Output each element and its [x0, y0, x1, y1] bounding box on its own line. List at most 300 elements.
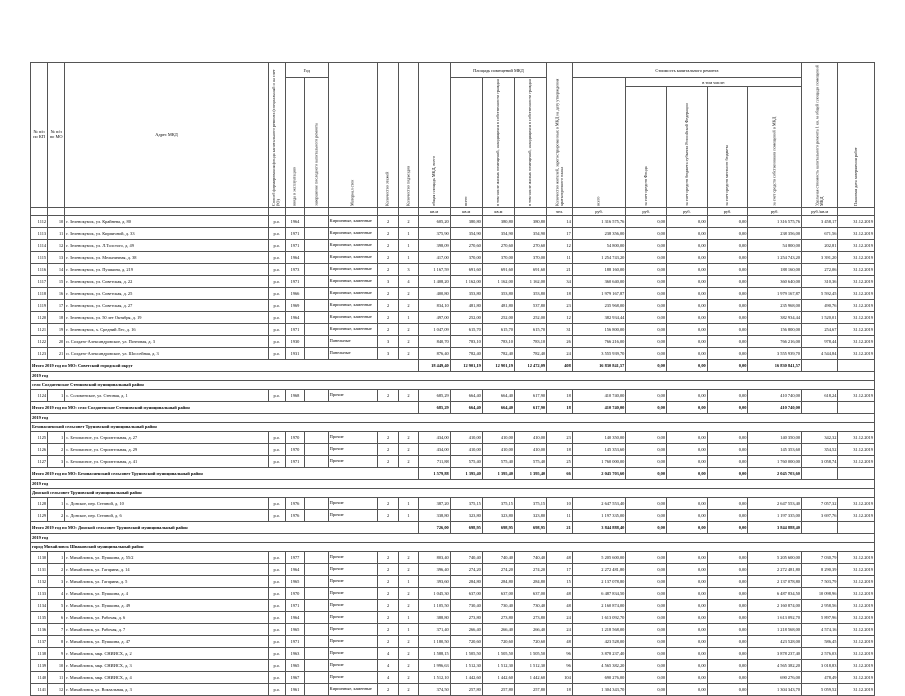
total-cell: 0,00 [626, 521, 667, 533]
row-unit-cost: 5 592,45 [802, 287, 838, 299]
row-cost-local: 0,00 [707, 239, 748, 251]
row-last-repair [305, 347, 329, 359]
row-area-residential: 370,00 [482, 251, 514, 263]
row-cost-fund: 0,00 [626, 251, 667, 263]
row-cost-fund: 0,00 [626, 509, 667, 521]
row-cost-local: 0,00 [707, 215, 748, 227]
row-year: 1966 [285, 287, 304, 299]
row-mo: 13 [48, 251, 65, 263]
row-residents: 48 [547, 551, 573, 563]
table-row [31, 227, 875, 239]
row-cost-federal: 0,00 [667, 575, 708, 587]
row-total-area: 1 996,63 [418, 659, 450, 671]
row-cost-federal: 0,00 [667, 239, 708, 251]
row-wall-material: Кирпичные, каменные [328, 227, 377, 239]
row-cost-local: 0,00 [707, 323, 748, 335]
row-area-residential: 273,80 [482, 611, 514, 623]
section-label: Донской сельсовет Труновский муниципальный район [31, 488, 875, 497]
row-entrances: 1 [399, 239, 418, 251]
row-wall-material: Прочие [328, 587, 377, 599]
row-area-total: 273,80 [450, 611, 482, 623]
row-address: г. Зеленокумск, ул. Кирпичной, д. 33 [65, 227, 268, 239]
row-mo: 5 [48, 599, 65, 611]
row-last-repair [305, 443, 329, 455]
row-entrances: 2 [399, 599, 418, 611]
row-wall-material: Кирпичные, каменные [328, 251, 377, 263]
row-address: г. Михайловск, мкр. СНИИСХ, д. 4 [65, 671, 268, 683]
row-last-repair [305, 323, 329, 335]
row-area-private: 270,60 [514, 239, 546, 251]
row-cost-local: 0,00 [707, 623, 748, 635]
row-cost-total: 3 555 939,70 [572, 347, 626, 359]
row-year: 1965 [285, 623, 304, 635]
row-area-private: 410,00 [514, 431, 546, 443]
row-entrances: 3 [399, 263, 418, 275]
row-kp: 1134 [31, 599, 48, 611]
row-cost-local: 0,00 [707, 431, 748, 443]
row-year: 1961 [285, 683, 304, 695]
table-row [31, 683, 875, 695]
row-cost-federal: 0,00 [667, 431, 708, 443]
total-cell: 698,95 [482, 521, 514, 533]
row-floors: 2 [377, 575, 398, 587]
row-cost-owners: 1 254 743,20 [748, 251, 802, 263]
row-kp: 1112 [31, 215, 48, 227]
row-unit-cost: 490,76 [802, 299, 838, 311]
row-cost-owners: 1 613 092,70 [748, 611, 802, 623]
row-residents: 18 [547, 443, 573, 455]
row-area-private: 720,60 [514, 635, 546, 647]
total-cell: 2 045 703,60 [572, 467, 626, 479]
row-year: 1964 [285, 251, 304, 263]
row-unit-cost: 354,52 [802, 443, 838, 455]
row-year: 1971 [285, 227, 304, 239]
row-mo: 7 [48, 623, 65, 635]
row-kp: 1126 [31, 443, 48, 455]
row-year: 1964 [285, 215, 304, 227]
row-cost-local: 0,00 [707, 563, 748, 575]
row-cost-federal: 0,00 [667, 263, 708, 275]
row-address: г. Михайловск, ул. Пушкина, д. 47 [65, 635, 268, 647]
row-entrances: 2 [399, 323, 418, 335]
row-cost-fund: 0,00 [626, 575, 667, 587]
row-deadline: 31.12.2019 [838, 623, 875, 635]
row-deadline: 31.12.2019 [838, 635, 875, 647]
row-fund-method: р.о. [268, 683, 285, 695]
row-address: г. Михайловск, ул. Пушкина, д. 4 [65, 587, 268, 599]
row-mo: 11 [48, 671, 65, 683]
row-mo: 17 [48, 299, 65, 311]
row-cost-local: 0,00 [707, 263, 748, 275]
total-cell [802, 359, 838, 371]
row-cost-fund: 0,00 [626, 431, 667, 443]
row-wall-material: Панельные [328, 347, 377, 359]
row-cost-total: 1 304 343,70 [572, 683, 626, 695]
row-last-repair [305, 563, 329, 575]
row-cost-local: 0,00 [707, 659, 748, 671]
row-unit-cost: 7 057,32 [802, 497, 838, 509]
row-area-residential: 691,60 [482, 263, 514, 275]
row-area-residential: 664,40 [482, 389, 514, 401]
row-year: 1970 [285, 443, 304, 455]
row-area-private: 284,80 [514, 575, 546, 587]
row-mo: 1 [48, 497, 65, 509]
row-cost-owners: 140 350,00 [748, 431, 802, 443]
row-cost-total: 5 205 600,00 [572, 551, 626, 563]
row-mo: 20 [48, 335, 65, 347]
row-last-repair [305, 431, 329, 443]
row-unit-cost: 310,36 [802, 275, 838, 287]
row-residents: 12 [547, 239, 573, 251]
row-wall-material: Прочие [328, 623, 377, 635]
row-cost-owners: 2 647 553,40 [748, 497, 802, 509]
row-residents: 34 [547, 275, 573, 287]
row-cost-total: 145 353,60 [572, 443, 626, 455]
row-last-repair [305, 389, 329, 401]
row-floors: 2 [377, 215, 398, 227]
row-residents: 31 [547, 323, 573, 335]
total-cell: 0,00 [707, 467, 748, 479]
col-area-group: Площадь помещений МКД [450, 63, 546, 78]
row-cost-total: 360 640,00 [572, 275, 626, 287]
row-deadline: 31.12.2019 [838, 215, 875, 227]
row-year: 1971 [285, 275, 304, 287]
table-row [31, 551, 875, 563]
row-wall-material: Прочие [328, 443, 377, 455]
total-cell: 1 395,40 [482, 467, 514, 479]
row-area-residential: 284,80 [482, 575, 514, 587]
row-area-residential: 637,00 [482, 587, 514, 599]
row-total-area: 834,10 [418, 299, 450, 311]
row-area-total: 1 505,50 [450, 647, 482, 659]
row-total-area: 685,29 [418, 389, 450, 401]
row-last-repair [305, 227, 329, 239]
row-area-residential: 782,40 [482, 347, 514, 359]
row-cost-owners: 3 555 939,70 [748, 347, 802, 359]
row-unit-cost: 3 391,20 [802, 251, 838, 263]
table-row [31, 587, 875, 599]
row-cost-fund: 0,00 [626, 599, 667, 611]
row-cost-owners: 235 968,00 [748, 299, 802, 311]
row-floors: 2 [377, 623, 398, 635]
row-total-area: 371,40 [418, 623, 450, 635]
row-cost-federal: 0,00 [667, 455, 708, 467]
row-entrances: 4 [399, 275, 418, 287]
row-area-total: 783,10 [450, 335, 482, 347]
row-cost-fund: 0,00 [626, 311, 667, 323]
row-mo: 21 [48, 347, 65, 359]
row-wall-material: Панельные [328, 335, 377, 347]
row-cost-fund: 0,00 [626, 635, 667, 647]
row-year: 1931 [285, 347, 304, 359]
row-kp: 1129 [31, 509, 48, 521]
row-entrances: 1 [399, 227, 418, 239]
row-deadline: 31.12.2019 [838, 599, 875, 611]
row-unit-cost: 10 098,96 [802, 587, 838, 599]
row-cost-local: 0,00 [707, 299, 748, 311]
row-mo: 19 [48, 323, 65, 335]
row-year: 1967 [285, 671, 304, 683]
total-cell: 0,00 [626, 359, 667, 371]
row-address: п. Солдато-Александровское, ул. Почтовая, д. 3 [65, 335, 268, 347]
row-last-repair [305, 335, 329, 347]
table-row [31, 263, 875, 275]
row-fund-method: р.о. [268, 239, 285, 251]
section-row [31, 542, 875, 551]
row-area-private: 252,00 [514, 311, 546, 323]
row-kp: 1140 [31, 671, 48, 683]
row-cost-owners: 54 800,00 [748, 239, 802, 251]
row-residents: 23 [547, 299, 573, 311]
row-total-area: 1 105,50 [418, 599, 450, 611]
row-year: 1963 [285, 647, 304, 659]
row-cost-fund: 0,00 [626, 227, 667, 239]
row-address: г. Зеленокумск, ул. Советская, д. 22 [65, 275, 268, 287]
row-wall-material: Кирпичные, каменные [328, 311, 377, 323]
row-fund-method: р.о. [268, 575, 285, 587]
row-area-total: 637,00 [450, 587, 482, 599]
total-cell: 12 472,09 [514, 359, 546, 371]
col-year-last-repair: завершение последнего капитального ремонта [305, 78, 329, 208]
row-total-area: 388,80 [418, 611, 450, 623]
row-area-private: 740,40 [514, 551, 546, 563]
row-unit-cost: 254,67 [802, 323, 838, 335]
row-residents: 48 [547, 599, 573, 611]
total-cell: 1 395,40 [450, 467, 482, 479]
row-cost-owners: 4 565 382,20 [748, 659, 802, 671]
row-kp: 1115 [31, 251, 48, 263]
total-cell: 0,00 [626, 401, 667, 413]
row-address: г. Зеленокумск, ул. Пушкина, д. 219 [65, 263, 268, 275]
row-cost-total: 1 979 167,87 [572, 287, 626, 299]
row-year: 1970 [285, 587, 304, 599]
row-floors: 2 [377, 563, 398, 575]
row-total-area: 375,90 [418, 227, 450, 239]
row-area-private: 782,40 [514, 347, 546, 359]
row-total-area: 1 167,59 [418, 263, 450, 275]
row-cost-total: 766 216,00 [572, 335, 626, 347]
row-last-repair [305, 659, 329, 671]
row-deadline: 31.12.2019 [838, 563, 875, 575]
row-area-total: 323,80 [450, 509, 482, 521]
row-floors: 2 [377, 251, 398, 263]
row-residents: 18 [547, 683, 573, 695]
row-fund-method: р.о. [268, 455, 285, 467]
row-cost-total: 2 647 553,40 [572, 497, 626, 509]
col-no-mo: № п/п по МО [48, 63, 65, 208]
row-area-total: 257,80 [450, 683, 482, 695]
total-cell: 617,90 [514, 401, 546, 413]
unit-cell: руб. [572, 207, 626, 215]
section-label: 2019 год [31, 533, 875, 542]
row-cost-owners: 188 160,00 [748, 263, 802, 275]
row-cost-federal: 0,00 [667, 563, 708, 575]
row-last-repair [305, 497, 329, 509]
total-row [31, 521, 875, 533]
row-cost-total: 238 356,00 [572, 227, 626, 239]
row-mo: 12 [48, 683, 65, 695]
col-cost-owners: за счет средств собственников помещений в МКД [748, 87, 802, 208]
row-cost-local: 0,00 [707, 635, 748, 647]
row-cost-federal: 0,00 [667, 623, 708, 635]
row-wall-material: Кирпичные, каменные [328, 287, 377, 299]
row-area-total: 730,40 [450, 599, 482, 611]
row-floors: 2 [377, 551, 398, 563]
section-row [31, 422, 875, 431]
row-fund-method: р.о. [268, 335, 285, 347]
row-cost-local: 0,00 [707, 287, 748, 299]
row-cost-fund: 0,00 [626, 239, 667, 251]
total-cell: 698,95 [450, 521, 482, 533]
row-kp: 1139 [31, 659, 48, 671]
row-area-total: 575,40 [450, 455, 482, 467]
row-wall-material: Прочие [328, 431, 377, 443]
row-address: г. Михайловск, ул. Гагарина, д. 5 [65, 575, 268, 587]
row-last-repair [305, 683, 329, 695]
col-cost-fund: за счет средств Фонда [626, 87, 667, 208]
row-deadline: 31.12.2019 [838, 587, 875, 599]
units-row [31, 207, 875, 215]
row-cost-total: 4 565 382,20 [572, 659, 626, 671]
row-kp: 1119 [31, 299, 48, 311]
row-cost-total: 54 800,00 [572, 239, 626, 251]
row-area-private: 730,40 [514, 599, 546, 611]
total-cell [802, 401, 838, 413]
row-wall-material: Кирпичные, каменные [328, 239, 377, 251]
total-cell: 12 901,19 [450, 359, 482, 371]
row-residents: 18 [547, 287, 573, 299]
row-year: 1977 [285, 551, 304, 563]
row-cost-local: 0,00 [707, 611, 748, 623]
row-floors: 2 [377, 311, 398, 323]
row-area-total: 720,60 [450, 635, 482, 647]
total-cell: 685,29 [418, 401, 450, 413]
row-cost-local: 0,00 [707, 575, 748, 587]
row-deadline: 31.12.2019 [838, 299, 875, 311]
row-cost-fund: 0,00 [626, 683, 667, 695]
row-cost-federal: 0,00 [667, 683, 708, 695]
row-area-residential: 720,60 [482, 635, 514, 647]
row-area-private: 273,80 [514, 611, 546, 623]
row-residents: 12 [547, 311, 573, 323]
row-cost-owners: 3 878 237,40 [748, 647, 802, 659]
row-cost-federal: 0,00 [667, 335, 708, 347]
row-year: 1971 [285, 239, 304, 251]
row-cost-owners: 156 800,00 [748, 323, 802, 335]
total-cell: 698,95 [514, 521, 546, 533]
row-unit-cost: 3 058,74 [802, 455, 838, 467]
col-no-kp: № п/п по КП [31, 63, 48, 208]
row-total-area: 387,20 [418, 497, 450, 509]
row-cost-federal: 0,00 [667, 275, 708, 287]
row-last-repair [305, 551, 329, 563]
row-wall-material: Прочие [328, 455, 377, 467]
section-row [31, 488, 875, 497]
row-mo: 10 [48, 659, 65, 671]
row-cost-federal: 0,00 [667, 611, 708, 623]
row-cost-fund: 0,00 [626, 563, 667, 575]
row-area-private: 691,60 [514, 263, 546, 275]
unit-cell: кв.м [418, 207, 450, 215]
total-cell: 0,00 [667, 401, 708, 413]
row-cost-fund: 0,00 [626, 323, 667, 335]
table-body [31, 215, 875, 695]
total-cell: 0,00 [707, 359, 748, 371]
row-area-residential: 1 505,50 [482, 647, 514, 659]
row-wall-material: Прочие [328, 551, 377, 563]
row-cost-fund: 0,00 [626, 623, 667, 635]
row-floors: 2 [377, 683, 398, 695]
row-total-area: 497,00 [418, 311, 450, 323]
row-cost-total: 1 613 092,70 [572, 611, 626, 623]
total-cell: 0,00 [707, 521, 748, 533]
row-residents: 11 [547, 251, 573, 263]
col-cost-group: Стоимость капитального ремонта [572, 63, 801, 78]
table-row [31, 443, 875, 455]
row-last-repair [305, 509, 329, 521]
total-row [31, 359, 875, 371]
row-deadline: 31.12.2019 [838, 287, 875, 299]
table-row [31, 575, 875, 587]
row-area-private: 1 162,00 [514, 275, 546, 287]
row-floors: 2 [377, 227, 398, 239]
row-year: 1973 [285, 263, 304, 275]
row-cost-local: 0,00 [707, 335, 748, 347]
unit-cell: руб./кв.м [802, 207, 838, 215]
row-area-private: 617,90 [514, 389, 546, 401]
row-kp: 1128 [31, 497, 48, 509]
row-fund-method: р.о. [268, 509, 285, 521]
row-floors: 3 [377, 347, 398, 359]
row-cost-owners: 1 760 000,00 [748, 455, 802, 467]
row-floors: 2 [377, 431, 398, 443]
row-cost-federal: 0,00 [667, 635, 708, 647]
row-address: с. Донское, пер. Степной, д. 6 [65, 509, 268, 521]
col-wall-material: Материал стен [328, 63, 377, 208]
row-area-residential: 1 162,00 [482, 275, 514, 287]
row-mo: 4 [48, 587, 65, 599]
row-cost-fund: 0,00 [626, 587, 667, 599]
total-cell: 12 901,19 [482, 359, 514, 371]
row-last-repair [305, 635, 329, 647]
total-cell: 3 844 888,40 [572, 521, 626, 533]
row-fund-method: р.о. [268, 635, 285, 647]
row-year: 1964 [285, 611, 304, 623]
row-fund-method: р.о. [268, 497, 285, 509]
row-fund-method: р.о. [268, 263, 285, 275]
row-mo: 3 [48, 575, 65, 587]
row-area-residential: 257,80 [482, 683, 514, 695]
row-year: 1930 [285, 335, 304, 347]
row-wall-material: Кирпичные, каменные [328, 263, 377, 275]
row-address: с. Безопасное, ул. Строительная, д. 29 [65, 443, 268, 455]
row-cost-owners: 2 272 481,80 [748, 563, 802, 575]
row-cost-total: 1 254 743,20 [572, 251, 626, 263]
row-fund-method: р.о. [268, 599, 285, 611]
row-area-private: 266,40 [514, 623, 546, 635]
table-row [31, 347, 875, 359]
row-deadline: 31.12.2019 [838, 575, 875, 587]
row-cost-fund: 0,00 [626, 215, 667, 227]
row-mo: 9 [48, 647, 65, 659]
row-deadline: 31.12.2019 [838, 497, 875, 509]
row-area-private: 1 442,60 [514, 671, 546, 683]
total-cell: 0,00 [667, 521, 708, 533]
row-year: 1971 [285, 599, 304, 611]
row-entrances: 1 [399, 311, 418, 323]
section-row [31, 479, 875, 488]
table-row [31, 611, 875, 623]
